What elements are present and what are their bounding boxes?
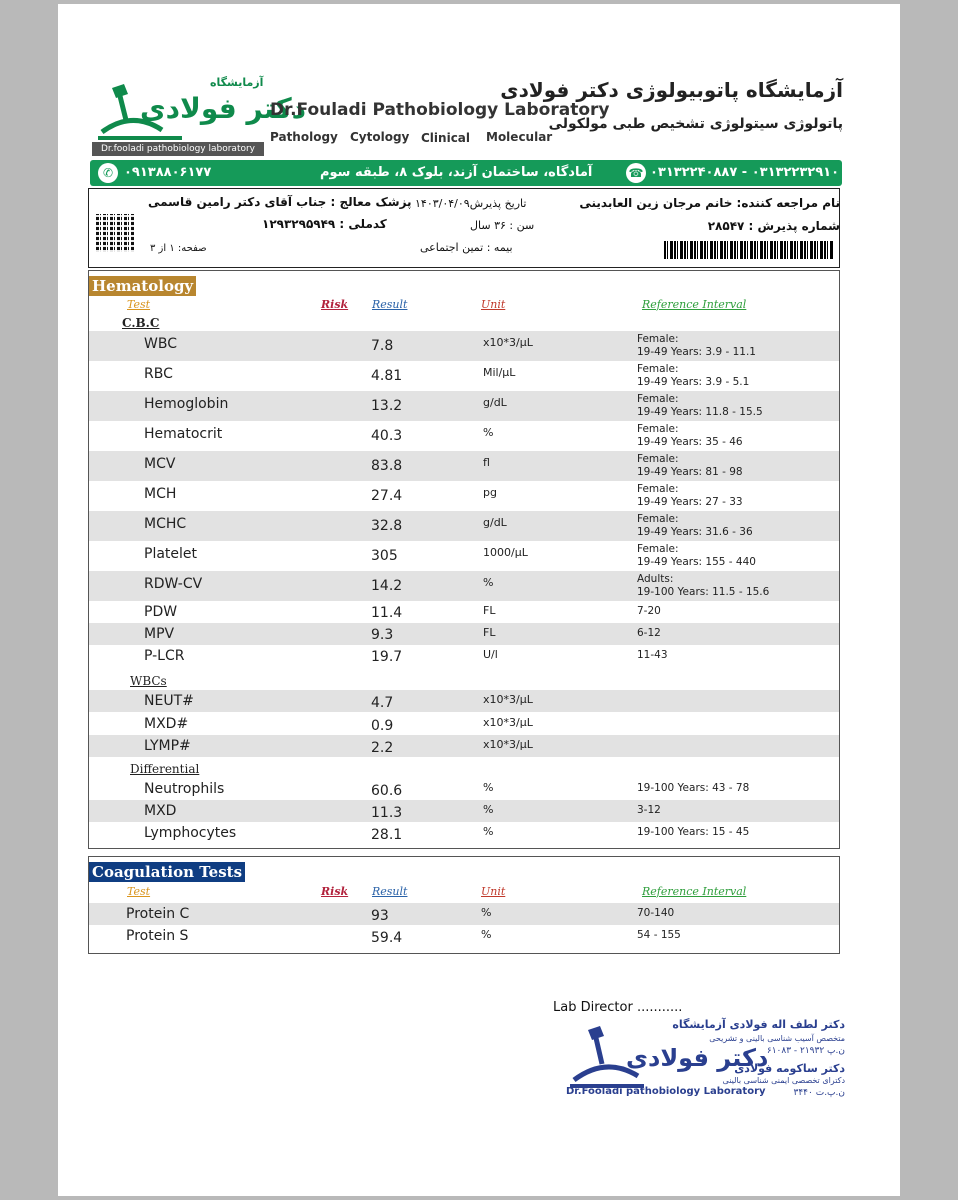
test-result: 13.2 — [371, 398, 403, 414]
dept-molecular: Molecular — [486, 130, 553, 144]
patient-name: نام مراجعه کننده: خانم مرجان زین العابدینی — [579, 196, 840, 210]
reference-interval: 6-12 — [637, 627, 661, 639]
reference-interval: 19-100 Years: 15 - 45 — [637, 826, 750, 838]
test-result: 9.3 — [371, 627, 394, 643]
reference-line-1: Female: — [637, 423, 679, 435]
lab-address: آمادگاه، ساختمان آزند، بلوک ۸، طبقه سوم — [320, 165, 593, 180]
cbc-row — [89, 391, 839, 421]
cbc-row — [89, 623, 839, 645]
test-name: NEUT# — [144, 693, 194, 709]
coag-col-test: Test — [127, 885, 151, 898]
reference-line-1: Female: — [637, 513, 679, 525]
col-result: Result — [372, 298, 408, 311]
hematology-title: Hematology — [89, 276, 196, 296]
test-unit: x10*3/µL — [483, 716, 533, 729]
test-unit: FL — [483, 604, 496, 617]
test-unit: g/dL — [483, 516, 507, 529]
reference-line-2: 19-49 Years: 35 - 46 — [637, 436, 743, 448]
coag-col-risk: Risk — [321, 885, 349, 898]
test-result: 32.8 — [371, 518, 403, 534]
wbc-row — [89, 713, 839, 735]
wbc-row — [89, 690, 839, 712]
test-name: Protein S — [126, 928, 189, 944]
lab-director-label: Lab Director ........... — [553, 1000, 683, 1015]
reference-line-2: 19-49 Years: 3.9 - 11.1 — [637, 346, 756, 358]
reference-line-2: 19-49 Years: 81 - 98 — [637, 466, 743, 478]
test-result: 28.1 — [371, 827, 403, 843]
test-unit: g/dL — [483, 396, 507, 409]
test-result: 27.4 — [371, 488, 403, 504]
reference-line-1: Female: — [637, 453, 679, 465]
test-name: Hemoglobin — [144, 396, 229, 412]
test-name: RDW-CV — [144, 576, 203, 592]
test-unit: x10*3/µL — [483, 693, 533, 706]
reference-line-1: Female: — [637, 333, 679, 345]
differential-row — [89, 800, 839, 822]
reference-line-2: 19-49 Years: 3.9 - 5.1 — [637, 376, 750, 388]
stamp-line-2: متخصص آسیب شناسی بالینی و تشریحی — [709, 1034, 845, 1043]
lab-services-fa: پاتولوژی سیتولوژی تشخیص طبی مولکولی — [548, 116, 843, 132]
test-name: MCHC — [144, 516, 187, 532]
test-result: 93 — [371, 908, 389, 924]
reception-number: شماره پذیرش : ۲۸۵۴۷ — [707, 219, 840, 233]
test-unit: fl — [483, 456, 490, 469]
stamp-line-4: دکتر ساکومه فولادی — [734, 1062, 845, 1075]
test-name: P-LCR — [144, 648, 185, 664]
contact-bar — [90, 160, 842, 186]
test-name: Protein C — [126, 906, 190, 922]
stamp-caption: Dr.Fooladi pathobiology Laboratory — [566, 1086, 766, 1097]
reference-interval: 11-43 — [637, 649, 668, 661]
test-unit: U/l — [483, 648, 498, 661]
logo-caption: Dr.fooladi pathobiology laboratory — [92, 142, 264, 156]
test-name: RBC — [144, 366, 173, 382]
reference-line-2: 19-49 Years: 11.8 - 15.5 — [637, 406, 763, 418]
col-unit: Unit — [481, 298, 506, 311]
coag-col-reference: Reference Interval — [642, 885, 747, 898]
test-unit: x10*3/µL — [483, 336, 533, 349]
cbc-row — [89, 361, 839, 391]
test-result: 4.7 — [371, 695, 394, 711]
dept-cytology: Cytology — [350, 130, 410, 144]
test-name: Hematocrit — [144, 426, 223, 442]
qr-code-icon — [96, 214, 134, 252]
reference-line-2: 19-49 Years: 27 - 33 — [637, 496, 743, 508]
stamp-line-3: ن.پ ۲۱۹۳۲ - ۶۱۰۸۳ — [766, 1046, 845, 1056]
test-name: MCH — [144, 486, 177, 502]
col-risk: Risk — [321, 298, 349, 311]
logo-small-text: آزمایشگاه — [210, 76, 264, 89]
test-unit: x10*3/µL — [483, 738, 533, 751]
col-reference: Reference Interval — [642, 298, 747, 311]
test-name: Neutrophils — [144, 781, 225, 797]
test-unit: Mil/µL — [483, 366, 516, 379]
stamp-line-1: دکتر لطف اله فولادی آزمایشگاه — [672, 1018, 845, 1031]
test-unit: % — [483, 803, 494, 816]
differential-row — [89, 778, 839, 800]
stamp-line-5: دکترای تخصصی ایمنی شناسی بالینی — [722, 1076, 845, 1085]
group-differential: Differential — [130, 762, 200, 776]
whatsapp-icon: ✆ — [98, 163, 118, 183]
physician: پزشک معالج : جناب آقای دکتر رامین قاسمی — [148, 195, 412, 209]
test-name: Lymphocytes — [144, 825, 237, 841]
reference-line-2: 19-49 Years: 155 - 440 — [637, 556, 756, 568]
test-result: 60.6 — [371, 783, 403, 799]
cbc-row — [89, 481, 839, 511]
test-result: 59.4 — [371, 930, 403, 946]
lab-stamp — [556, 1000, 851, 1110]
test-result: 2.2 — [371, 740, 394, 756]
test-unit: % — [481, 928, 492, 941]
test-unit: FL — [483, 626, 496, 639]
stamp-line-6: ن.پ.ت ۳۴۴۰ — [793, 1088, 845, 1098]
test-unit: % — [481, 906, 492, 919]
reference-interval: 19-100 Years: 43 - 78 — [637, 782, 750, 794]
cbc-row — [89, 331, 839, 361]
test-name: PDW — [144, 604, 178, 620]
phone-icon: ☎ — [626, 163, 646, 183]
wbc-row — [89, 735, 839, 757]
test-name: MCV — [144, 456, 176, 472]
reference-interval: 7-20 — [637, 605, 661, 617]
test-unit: % — [483, 426, 494, 439]
test-unit: pg — [483, 486, 497, 499]
lab-name-fa: آزمایشگاه پاتوبیولوژی دکتر فولادی — [500, 78, 843, 102]
national-code: کدملی : ۱۲۹۳۲۹۵۹۴۹ — [262, 217, 387, 231]
cbc-row — [89, 511, 839, 541]
test-result: 83.8 — [371, 458, 403, 474]
page-number: صفحه: ۱ از ۳ — [150, 243, 207, 254]
test-name: MXD# — [144, 716, 189, 732]
stamp-logo-text: دکتر فولادی — [626, 1044, 769, 1072]
reference-line-2: 19-49 Years: 31.6 - 36 — [637, 526, 753, 538]
cbc-row — [89, 451, 839, 481]
test-unit: % — [483, 825, 494, 838]
test-name: MXD — [144, 803, 177, 819]
lab-phones: ۰۳۱۳۲۲۳۲۹۱۰ - ۰۳۱۳۲۲۴۰۸۸۷ — [650, 165, 840, 180]
reference-line-1: Adults: — [637, 573, 674, 585]
logo-text: دکتر فولادی — [140, 92, 307, 125]
reference-line-2: 19-100 Years: 11.5 - 15.6 — [637, 586, 770, 598]
cbc-row — [89, 601, 839, 623]
reference-line-1: Female: — [637, 393, 679, 405]
differential-row — [89, 822, 839, 844]
reference-line-1: Female: — [637, 363, 679, 375]
test-result: 305 — [371, 548, 398, 564]
test-name: MPV — [144, 626, 175, 642]
test-unit: % — [483, 576, 494, 589]
dept-pathology: Pathology — [270, 130, 338, 144]
test-result: 19.7 — [371, 649, 403, 665]
reference-line-1: Female: — [637, 543, 679, 555]
dept-clinical: Clinical — [421, 131, 471, 145]
reference-interval: 3-12 — [637, 804, 661, 816]
coag-col-unit: Unit — [481, 885, 506, 898]
reception-date: تاریخ پذیرش۱۴۰۳/۰۴/۰۹ — [415, 197, 527, 210]
test-name: Platelet — [144, 546, 198, 562]
barcode — [664, 241, 834, 259]
reference-line-1: Female: — [637, 483, 679, 495]
test-result: 7.8 — [371, 338, 394, 354]
reference-interval: 70-140 — [637, 907, 675, 919]
cbc-row — [89, 645, 839, 667]
insurance: بیمه : تمین اجتماعی — [420, 241, 513, 254]
test-result: 40.3 — [371, 428, 403, 444]
group-cbc: C.B.C — [122, 316, 160, 330]
test-unit: 1000/µL — [483, 546, 528, 559]
reference-interval: 54 - 155 — [637, 929, 681, 941]
coagulation-title: Coagulation Tests — [89, 862, 245, 882]
test-result: 14.2 — [371, 578, 403, 594]
test-result: 11.3 — [371, 805, 403, 821]
cbc-row — [89, 421, 839, 451]
whatsapp-number: ۰۹۱۳۸۸۰۶۱۷۷ — [124, 165, 212, 180]
group-wbcs: WBCs — [130, 674, 167, 688]
cbc-row — [89, 541, 839, 571]
test-result: 4.81 — [371, 368, 403, 384]
test-result: 0.9 — [371, 718, 394, 734]
test-result: 11.4 — [371, 605, 403, 621]
cbc-row — [89, 571, 839, 601]
coag-col-result: Result — [372, 885, 408, 898]
test-name: WBC — [144, 336, 177, 352]
patient-age: سن : ۳۶ سال — [470, 219, 535, 232]
col-test: Test — [127, 298, 151, 311]
test-name: LYMP# — [144, 738, 191, 754]
test-unit: % — [483, 781, 494, 794]
lab-name-en: Dr.Fouladi Pathobiology Laboratory — [270, 100, 610, 120]
